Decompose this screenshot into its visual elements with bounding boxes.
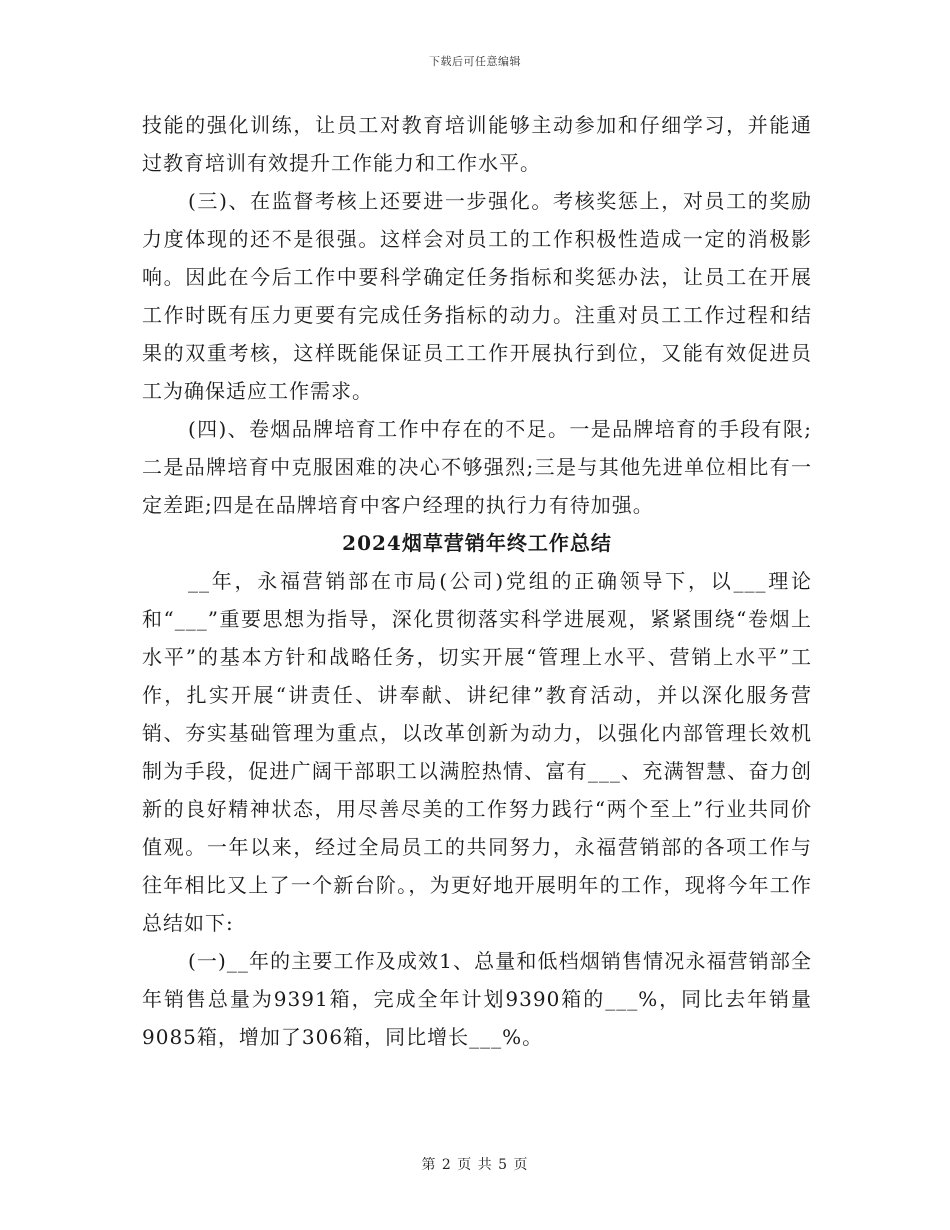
- header-note: 下载后可任意编辑: [429, 55, 521, 68]
- paragraph-brand-shortcomings: (四)、卷烟品牌培育工作中存在的不足。一是品牌培育的手段有限;二是品牌培育中克服困难的决心不够强烈;三是与其他先进单位相比有一定差距;四是在品牌培育中客户经理的执行力有待加强。: [142, 417, 812, 517]
- paragraph-supervision: (三)、在监督考核上还要进一步强化。考核奖惩上，对员工的奖励力度体现的还不是很强。这样会对员工的工作积极性造成一定的消极影响。因此在今后工作中要科学确定任务指标和奖惩办法，让员工在开展工作时既有压力更要有完成任务指标的动力。注重对员工工作过程和结果的双重考核，这样既能保证员工工作开展执行到位，又能有效促进员工为确保适应工作需求。: [142, 189, 812, 403]
- section-title: 2024烟草营销年终工作总结: [342, 531, 612, 555]
- document-body: [142, 106, 812, 1056]
- paragraph-sales-results: (一)__年的主要工作及成效1、总量和低档烟销售情况永福营销部全年销售总量为9391箱，完成全年计划9390箱的___%，同比去年销量9085箱，增加了306箱，同比增长___%。: [142, 949, 812, 1049]
- paragraph-summary-intro: __年，永福营销部在市局(公司)党组的正确领导下，以___理论和“___”重要思想为指导，深化贯彻落实科学进展观，紧紧围绕“卷烟上水平”的基本方针和战略任务，切实开展“管理上水平、营销上水平”工作，扎实开展“讲责任、讲奉献、讲纪律”教育活动，并以深化服务营销、夯实基础管理为重点，以改革创新为动力，以强化内部管理长效机制为手段，促进广阔干部职工以满腔热情、富有___、充满智慧、奋力创新的良好精神状态，用尽善尽美的工作努力践行“两个至上”行业共同价值观。一年以来，经过全局员工的共同努力，永福营销部的各项工作与往年相比又上了一个新台阶。，为更好地开展明年的工作，现将今年工作总结如下:: [142, 569, 812, 935]
- paragraph-training: 技能的强化训练，让员工对教育培训能够主动参加和仔细学习，并能通过教育培训有效提升工作能力和工作水平。: [142, 113, 812, 175]
- page-number: 第 2 页 共 5 页: [421, 1157, 529, 1173]
